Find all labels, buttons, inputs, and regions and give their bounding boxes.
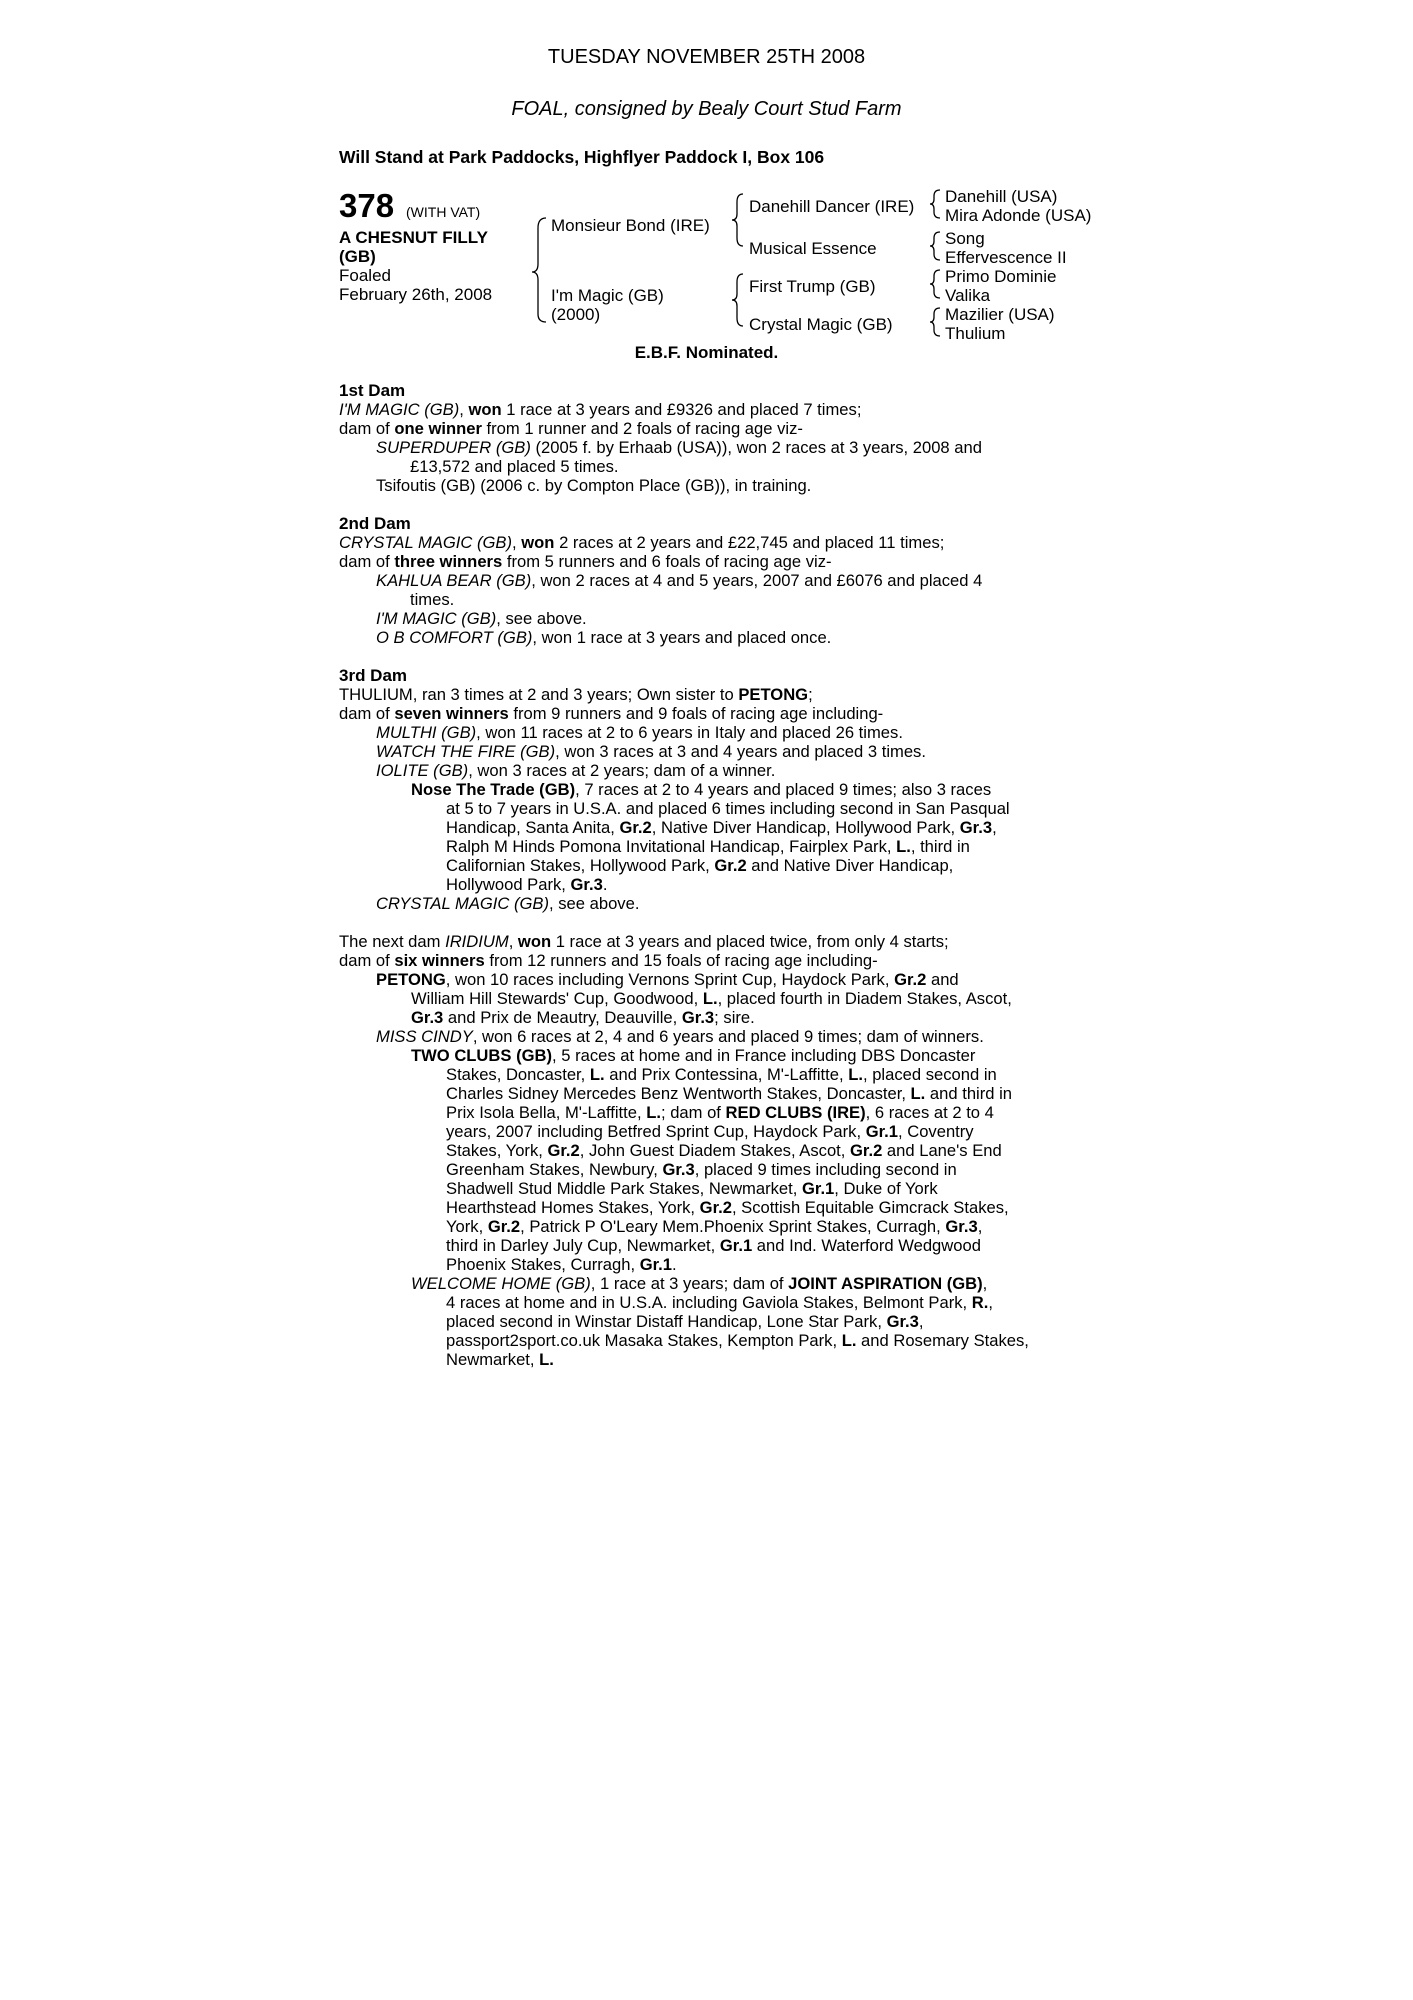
pedigree-sire: Monsieur Bond (IRE)	[551, 216, 710, 235]
pedigree-g5: Primo Dominie	[945, 267, 1057, 286]
third-dam-produce-summary: dam of seven winners from 9 runners and 9 foals of racing age including-	[339, 704, 884, 723]
produce-iolite: IOLITE (GB), won 3 races at 2 years; dam of a winner.	[376, 761, 776, 780]
produce-kahlua-bear: KAHLUA BEAR (GB), won 2 races at 4 and 5 years, 2007 and £6076 and placed 4	[376, 571, 983, 590]
nose-the-trade-line2: at 5 to 7 years in U.S.A. and placed 6 times including second in San Pasqual	[446, 799, 1010, 818]
welcome-home-line5: Newmarket, L.	[446, 1350, 554, 1369]
pedigree-g8: Thulium	[945, 324, 1006, 343]
pedigree-dam: I'm Magic (GB)	[551, 286, 664, 305]
nose-the-trade-line4: Ralph M Hinds Pomona Invitational Handicap, Fairplex Park, L., third in	[446, 837, 970, 856]
two-clubs-line8: Shadwell Stud Middle Park Stakes, Newmarket, Gr.1, Duke of York	[446, 1179, 938, 1198]
two-clubs-line3: Charles Sidney Mercedes Benz Wentworth Stakes, Doncaster, L. and third in	[446, 1084, 1013, 1103]
produce-kahlua-bear-cont: times.	[410, 590, 455, 609]
pedigree-sire-sire: Danehill Dancer (IRE)	[749, 197, 915, 216]
nose-the-trade-line5: Californian Stakes, Hollywood Park, Gr.2 and Native Diver Handicap,	[446, 856, 954, 875]
pedigree-g4: Effervescence II	[945, 248, 1067, 267]
second-dam-heading: 2nd Dam	[339, 514, 411, 533]
pedigree-sire-dam: Musical Essence	[749, 239, 877, 258]
pedigree-g3: Song	[945, 229, 985, 248]
produce-superduper: SUPERDUPER (GB) (2005 f. by Erhaab (USA)), won 2 races at 3 years, 2008 and	[376, 438, 982, 457]
produce-nose-the-trade: Nose The Trade (GB), 7 races at 2 to 4 years and placed 9 times; also 3 races	[411, 780, 992, 799]
first-dam-heading: 1st Dam	[339, 381, 406, 400]
sale-date: TUESDAY NOVEMBER 25TH 2008	[547, 46, 866, 68]
ebf-note: E.B.F. Nominated.	[634, 343, 779, 362]
welcome-home-line2: 4 races at home and in U.S.A. including Gaviola Stakes, Belmont Park, R.,	[446, 1293, 993, 1312]
two-clubs-line2: Stakes, Doncaster, L. and Prix Contessina, M'-Laffitte, L., placed second in	[446, 1065, 997, 1084]
pedigree-g7: Mazilier (USA)	[945, 305, 1055, 324]
produce-crystal-magic: CRYSTAL MAGIC (GB), see above.	[376, 894, 640, 913]
location-line: Will Stand at Park Paddocks, Highflyer Paddock I, Box 106	[339, 147, 825, 167]
third-dam-line: THULIUM, ran 3 times at 2 and 3 years; Own sister to PETONG;	[339, 685, 813, 704]
two-clubs-line9: Hearthstead Homes Stakes, York, Gr.2, Scottish Equitable Gimcrack Stakes,	[446, 1198, 1009, 1217]
nose-the-trade-line6: Hollywood Park, Gr.3.	[446, 875, 608, 894]
produce-im-magic: I'M MAGIC (GB), see above.	[376, 609, 587, 628]
consignor-line: FOAL, consigned by Bealy Court Stud Farm	[511, 98, 902, 120]
pedigree-g6: Valika	[945, 286, 991, 305]
produce-ob-comfort: O B COMFORT (GB), won 1 race at 3 years and placed once.	[376, 628, 832, 647]
produce-welcome-home: WELCOME HOME (GB), 1 race at 3 years; dam of JOINT ASPIRATION (GB),	[411, 1274, 988, 1293]
first-dam-produce-summary: dam of one winner from 1 runner and 2 foals of racing age viz-	[339, 419, 803, 438]
pedigree-dam-dam: Crystal Magic (GB)	[749, 315, 893, 334]
two-clubs-line4: Prix Isola Bella, M'-Laffitte, L.; dam of RED CLUBS (IRE), 6 races at 2 to 4	[446, 1103, 994, 1122]
first-dam-line: I'M MAGIC (GB), won 1 race at 3 years and £9326 and placed 7 times;	[339, 400, 862, 419]
produce-two-clubs: TWO CLUBS (GB), 5 races at home and in France including DBS Doncaster	[411, 1046, 976, 1065]
third-dam-heading: 3rd Dam	[339, 666, 408, 685]
nose-the-trade-line3: Handicap, Santa Anita, Gr.2, Native Diver Handicap, Hollywood Park, Gr.3,	[446, 818, 997, 837]
two-clubs-line6: Stakes, York, Gr.2, John Guest Diadem Stakes, Ascot, Gr.2 and Lane's End	[446, 1141, 1002, 1160]
second-dam-produce-summary: dam of three winners from 5 runners and 6 foals of racing age viz-	[339, 552, 832, 571]
lot-description-country: (GB)	[339, 247, 376, 266]
petong-line2: William Hill Stewards' Cup, Goodwood, L., placed fourth in Diadem Stakes, Ascot,	[411, 989, 1012, 1008]
petong-line3: Gr.3 and Prix de Meautry, Deauville, Gr.3; sire.	[411, 1008, 755, 1027]
welcome-home-line4: passport2sport.co.uk Masaka Stakes, Kempton Park, L. and Rosemary Stakes,	[446, 1331, 1029, 1350]
pedigree-braces	[0, 0, 1413, 360]
pedigree-dam-sire: First Trump (GB)	[749, 277, 876, 296]
pedigree-g1: Danehill (USA)	[945, 187, 1058, 206]
produce-tsifoutis: Tsifoutis (GB) (2006 c. by Compton Place (GB)), in training.	[376, 476, 812, 495]
pedigree-g2: Mira Adonde (USA)	[945, 206, 1092, 225]
two-clubs-line7: Greenham Stakes, Newbury, Gr.3, placed 9 times including second in	[446, 1160, 957, 1179]
lot-number: 378	[339, 187, 395, 224]
produce-petong: PETONG, won 10 races including Vernons Sprint Cup, Haydock Park, Gr.2 and	[376, 970, 959, 989]
welcome-home-line3: placed second in Winstar Distaff Handicap, Lone Star Park, Gr.3,	[446, 1312, 924, 1331]
next-dam-produce-summary: dam of six winners from 12 runners and 15 foals of racing age including-	[339, 951, 878, 970]
foaled-label: Foaled	[339, 266, 391, 285]
two-clubs-line11: third in Darley July Cup, Newmarket, Gr.1 and Ind. Waterford Wedgwood	[446, 1236, 981, 1255]
produce-watch-the-fire: WATCH THE FIRE (GB), won 3 races at 3 and 4 years and placed 3 times.	[376, 742, 926, 761]
produce-multhi: MULTHI (GB), won 11 races at 2 to 6 years in Italy and placed 26 times.	[376, 723, 903, 742]
next-dam-line: The next dam IRIDIUM, won 1 race at 3 years and placed twice, from only 4 starts;	[339, 932, 949, 951]
lot-description: A CHESNUT FILLY	[339, 228, 488, 247]
two-clubs-line5: years, 2007 including Betfred Sprint Cup, Haydock Park, Gr.1, Coventry	[446, 1122, 974, 1141]
vat-note: (WITH VAT)	[406, 204, 481, 220]
pedigree-dam-year: (2000)	[551, 305, 601, 324]
foaled-date: February 26th, 2008	[339, 285, 493, 304]
produce-miss-cindy: MISS CINDY, won 6 races at 2, 4 and 6 years and placed 9 times; dam of winners.	[376, 1027, 984, 1046]
two-clubs-line10: York, Gr.2, Patrick P O'Leary Mem.Phoenix Sprint Stakes, Curragh, Gr.3,	[446, 1217, 983, 1236]
second-dam-line: CRYSTAL MAGIC (GB), won 2 races at 2 years and £22,745 and placed 11 times;	[339, 533, 945, 552]
produce-superduper-cont: £13,572 and placed 5 times.	[410, 457, 619, 476]
two-clubs-line12: Phoenix Stakes, Curragh, Gr.1.	[446, 1255, 677, 1274]
